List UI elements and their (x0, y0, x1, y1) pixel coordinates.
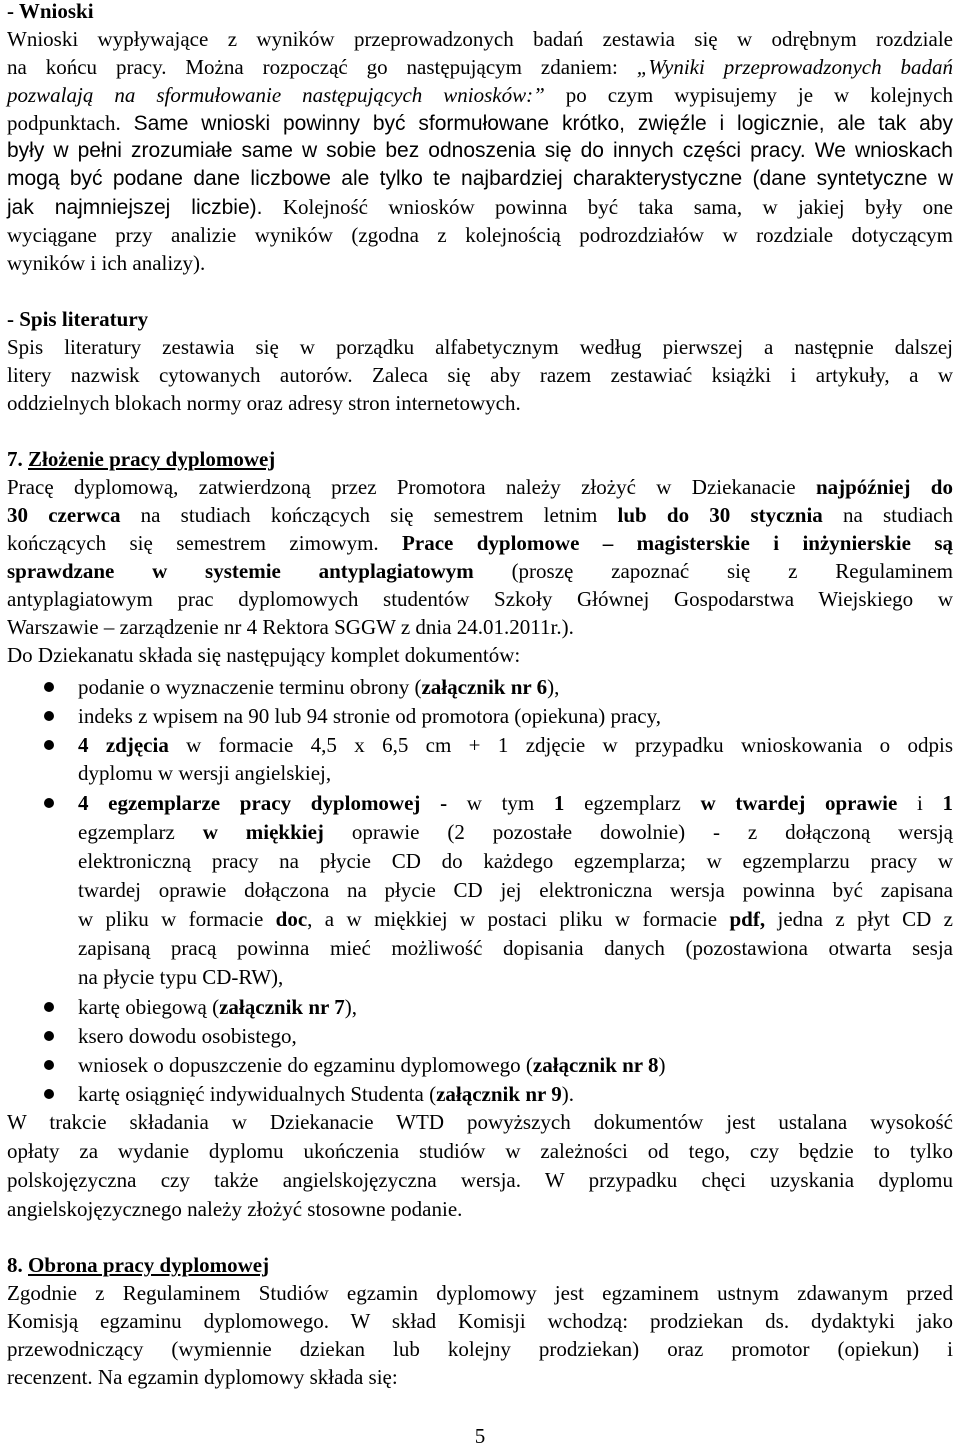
text: Można rozpocząć go następującym zdaniem: (166, 55, 637, 79)
heading-text: Obrona pracy dyplomowej (28, 1253, 270, 1277)
page-number: 5 (474, 1424, 486, 1448)
text: elektroniczną pracy na płycie CD do każdego egzemplarza; w egzemplarzu pracy w (78, 849, 953, 873)
paragraph-line (7, 501, 953, 529)
text: na końcu pracy. (7, 55, 167, 79)
section-heading-wnioski (7, 0, 953, 25)
text: Warszawie – zarządzenie nr 4 Rektora SGGW z dnia 24.01.2011r. (7, 615, 562, 639)
text: na studiach (822, 503, 953, 527)
text: po czym wypisujemy je w kolejnych (544, 83, 954, 107)
bold-text: w twardej oprawie (700, 791, 898, 815)
text: ). (561, 615, 574, 639)
bold-text: załącznik nr 8 (532, 1053, 659, 1077)
text: Do Dziekanatu składa się następujący komplet dokumentów: (7, 643, 521, 667)
text: (proszę zapoznać się z Regulaminem (473, 559, 953, 583)
text: Same wnioski powinny być sformułowane krótko, zwięźle i logicznie, ale tak aby (120, 112, 953, 135)
paragraph-line (7, 613, 953, 641)
bold-text: sprawdzane w systemie antyplagiatowym (7, 559, 474, 583)
text: mogą być podane dane liczbowe ale tylko te najbardziej charakterystyczne (dane syntetyczne w (7, 167, 953, 190)
text: w pliku w formacie (78, 907, 276, 931)
text: Zgodnie z Regulaminem Studiów egzamin dyplomowy jest egzaminem ustnym zdawanym przed (7, 1281, 953, 1305)
bold-text: 4 zdjęcia (78, 733, 169, 757)
text: ), (344, 995, 357, 1019)
bold-text: załącznik nr 9 (436, 1082, 562, 1106)
paragraph-line (7, 1166, 953, 1194)
text: kartę obiegową ( (78, 995, 220, 1019)
bold-text: w miękkiej (202, 820, 324, 844)
text: twardej oprawie dołączona na płycie CD jej elektroniczna wersja powinna być zapisana (78, 878, 953, 902)
section-heading-zlozenie (7, 445, 953, 473)
text: jak najmniejszej liczbie). (7, 196, 263, 219)
paragraph-line (7, 221, 953, 249)
paragraph-line (7, 529, 953, 557)
section-heading-spis-literatury (7, 305, 953, 333)
heading-text: - Spis literatury (7, 307, 149, 331)
text: w formacie 4,5 x 6,5 cm + 1 zdjęcie w przypadku wnioskowania o odpis (168, 733, 953, 757)
heading-text: - Wnioski (7, 0, 94, 23)
text: ), (547, 675, 560, 699)
bullet-icon (44, 1060, 54, 1070)
text: na studiach kończących się semestrem letnim (120, 503, 618, 527)
text: Wnioski wypływające z wyników przeprowadzonych badań zestawia się w odrębnym rozdziale (7, 27, 953, 51)
bold-text: 1 (942, 791, 953, 815)
text: litery nazwisk cytowanych autorów. (7, 363, 353, 387)
paragraph-line (7, 1137, 953, 1165)
heading-number: 7. (7, 447, 23, 471)
bold-text: pdf, (729, 907, 766, 931)
paragraph-line (7, 53, 953, 81)
text: dyplomu w wersji angielskiej, (78, 761, 332, 785)
text: Pracę dyplomową, zatwierdzoną przez Promotora należy złożyć w Dziekanacie (7, 475, 816, 499)
paragraph-line (7, 557, 953, 585)
text: opłaty za wydanie dyplomu ukończenia studiów w zależności od tego, czy będzie to tylko (7, 1139, 953, 1163)
section-heading-obrona (7, 1251, 953, 1279)
text: angielskojęzycznego należy złożyć stosowne podanie. (7, 1197, 463, 1221)
paragraph-line (7, 109, 953, 137)
paragraph-line (7, 333, 953, 361)
text: przewodniczący (wymiennie dziekan lub kolejny prodziekan) oraz promotor (opiekun) i (7, 1337, 953, 1361)
text: w tym (447, 791, 554, 815)
text: wniosek o dopuszczenie do egzaminu dyplomowego ( (78, 1053, 533, 1077)
bullet-icon (44, 711, 54, 721)
text: oddzielnych blokach normy oraz adresy stron internetowych. (7, 391, 521, 415)
bullet-icon (44, 798, 54, 808)
text: podanie o wyznaczenie terminu obrony ( (78, 675, 422, 699)
text: i (897, 791, 943, 815)
paragraph-line (7, 165, 953, 193)
bullet-icon (44, 1031, 54, 1041)
paragraph-line (7, 1307, 953, 1335)
text: kończących się semestrem zimowym. (7, 531, 403, 555)
text: kartę osiągnięć indywidualnych Studenta ( (78, 1082, 437, 1106)
text: polskojęzyczna czy także angielskojęzyczna wersja. W przypadku chęci uzyskania dyplomu (7, 1168, 953, 1192)
heading-text: Złożenie pracy dyplomowej (28, 447, 276, 471)
bold-text: doc (275, 907, 308, 931)
text: recenzent. Na egzamin dyplomowy składa się: (7, 1365, 398, 1389)
text: , a w miękkiej w postaci pliku w formacie (307, 907, 730, 931)
bold-text: 4 egzemplarze pracy dyplomowej - (78, 791, 448, 815)
bullet-icon (44, 740, 54, 750)
paragraph-line (7, 81, 953, 109)
text: ksero dowodu osobistego, (78, 1024, 297, 1048)
heading-number: 8. (7, 1253, 23, 1277)
italic-quote: „Wyniki przeprowadzonych badań (636, 55, 953, 79)
text: podpunktach. (7, 111, 121, 135)
text: jedna z płyt CD z (765, 907, 953, 931)
text: egzemplarz (564, 791, 701, 815)
paragraph-line (7, 1363, 953, 1391)
paragraph-line (7, 361, 953, 389)
text: W trakcie składania w Dziekanacie WTD powyższych dokumentów jest ustalana wysokość (7, 1110, 953, 1134)
text: ) (658, 1053, 666, 1077)
paragraph-line (7, 1279, 953, 1307)
paragraph-line (7, 137, 953, 165)
paragraph-line (7, 193, 953, 221)
text: były w pełni zrozumiałe same w sobie bez odnoszenia się do innych części pracy. We wnioskach (7, 139, 953, 162)
text: antyplagiatowym prac dyplomowych studentów Szkoły Głównej Gospodarstwa Wiejskiego w (7, 587, 953, 611)
bullet-icon (44, 1089, 54, 1099)
text: na płycie typu CD-RW), (78, 965, 284, 989)
bold-text: najpóźniej do (815, 475, 953, 499)
bold-text: załącznik nr 6 (421, 675, 548, 699)
text: Kolejność wniosków powinna być taka sama, w jakiej były one (262, 195, 954, 219)
text: indeks z wpisem na 90 lub 94 stronie od promotora (opiekuna) pracy, (78, 704, 661, 728)
text: Komisją egzaminu dyplomowego. W skład Komisji wchodzą: prodziekan ds. dydaktyki jako (7, 1309, 953, 1333)
paragraph-line (7, 249, 953, 277)
paragraph-line (7, 641, 953, 669)
bullet-icon (44, 682, 54, 692)
paragraph-line (7, 1195, 953, 1223)
paragraph-line (7, 389, 953, 417)
italic-quote: pozwalają na sformułowanie następujących wniosków:” (7, 83, 545, 107)
paragraph-line (7, 1335, 953, 1363)
text: oprawie (2 pozostałe dowolnie) - z dołączoną wersją (323, 820, 953, 844)
paragraph-line (7, 1108, 953, 1136)
bold-text: lub do 30 stycznia (617, 503, 823, 527)
text: wyciągane przy analizie wyników (zgodna z kolejnością podrozdziałów w rozdziale dotyczącym (7, 223, 953, 247)
paragraph-line (7, 25, 953, 53)
paragraph-line (7, 473, 953, 501)
bullet-icon (44, 1002, 54, 1012)
bold-text: 30 czerwca (7, 503, 121, 527)
text: wyników i ich analizy). (7, 251, 206, 275)
bold-text: załącznik nr 7 (219, 995, 345, 1019)
text: ). (561, 1082, 574, 1106)
paragraph-line (7, 585, 953, 613)
bold-text: 1 (553, 791, 565, 815)
text: Zaleca się aby razem zestawiać książki i artykuły, a w (352, 363, 954, 387)
bold-text: Prace dyplomowe – magisterskie i inżynierskie są (402, 531, 953, 555)
text: Spis literatury zestawia się w porządku alfabetycznym według pierwszej a następnie dalszej (7, 335, 953, 359)
text: egzemplarz (78, 820, 203, 844)
text: zapisaną pracą powinna mieć możliwość dopisania danych (pozostawiona otwarta sesja (78, 936, 953, 960)
